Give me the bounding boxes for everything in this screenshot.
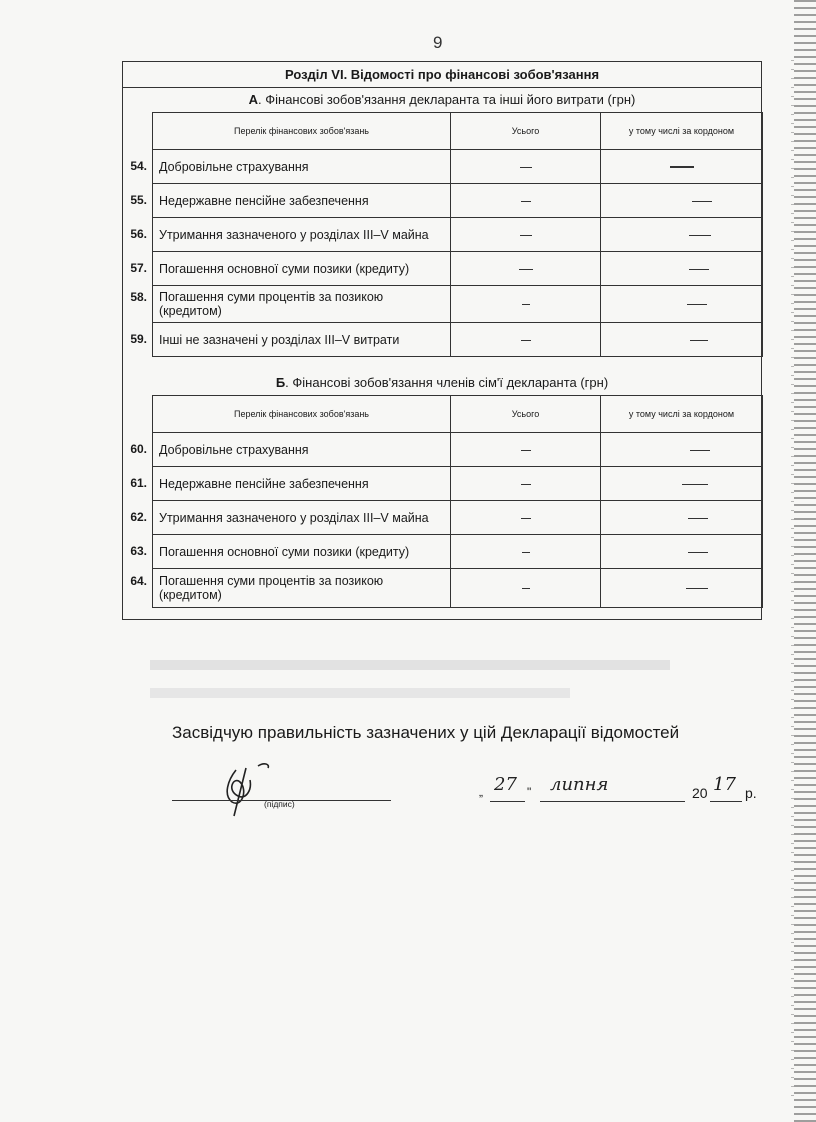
- row-label-text: Погашення суми процентів за позикою (кредитом): [159, 574, 384, 602]
- part-a-table: [130, 112, 763, 357]
- row-total: [451, 501, 601, 535]
- part-b-header-row: [153, 396, 763, 433]
- row-label: [130, 218, 451, 252]
- header-total: Усього: [451, 396, 601, 433]
- row-total: [451, 218, 601, 252]
- row-label: [130, 433, 451, 467]
- table-row: [153, 150, 763, 184]
- page-number: 9: [433, 33, 443, 52]
- date-month: липня: [550, 774, 609, 795]
- section-title: Розділ VI. Відомості про фінансові зобов'язання: [123, 62, 761, 88]
- date-year-prefix: 20: [692, 785, 708, 801]
- date-year-suffix: 17: [713, 774, 736, 795]
- part-b-table: [130, 395, 763, 608]
- row-abroad: [601, 569, 763, 608]
- date-day: 27: [494, 774, 517, 795]
- row-abroad: [601, 501, 763, 535]
- header-abroad: у тому числі за кордоном: [601, 113, 763, 150]
- date-quote-open: „: [479, 785, 483, 799]
- row-label: [130, 535, 451, 569]
- date-quote-close: ": [527, 785, 532, 799]
- row-total: [451, 286, 601, 323]
- row-number: 59.: [130, 332, 147, 346]
- row-total: [451, 433, 601, 467]
- row-abroad: [601, 433, 763, 467]
- row-total: [451, 569, 601, 608]
- row-abroad: [601, 218, 763, 252]
- part-b-title-text: . Фінансові зобов'язання членів сім'ї декларанта (грн): [285, 375, 609, 390]
- header-list: Перелік фінансових зобов'язань: [153, 396, 451, 433]
- header-total: Усього: [451, 113, 601, 150]
- row-number: 57.: [130, 261, 147, 275]
- row-label-text: Недержавне пенсійне забезпечення: [159, 476, 369, 491]
- date-month-line: [540, 801, 685, 802]
- row-label: [130, 323, 451, 357]
- row-number: 55.: [130, 193, 147, 207]
- row-total: [451, 252, 601, 286]
- header-abroad: у тому числі за кордоном: [601, 396, 763, 433]
- row-abroad: [601, 323, 763, 357]
- row-total: [451, 323, 601, 357]
- part-b-letter: Б: [275, 375, 286, 390]
- row-abroad: [601, 467, 763, 501]
- signature-caption: (підпис): [264, 799, 295, 809]
- row-total: [451, 184, 601, 218]
- row-number: 54.: [130, 159, 147, 173]
- table-row: [153, 433, 763, 467]
- row-label-text: Недержавне пенсійне забезпечення: [159, 193, 369, 208]
- date-year-line: [710, 801, 742, 802]
- table-row: [153, 535, 763, 569]
- table-row: [153, 252, 763, 286]
- row-label: [130, 501, 451, 535]
- part-a-header-row: [153, 113, 763, 150]
- date-day-line: [490, 801, 525, 802]
- signature-image: [218, 760, 298, 820]
- row-number: 58.: [130, 290, 147, 304]
- row-number: 64.: [130, 574, 147, 588]
- row-label-text: Добровільне страхування: [159, 159, 309, 174]
- row-label-text: Утримання зазначеного у розділах III–V майна: [159, 227, 429, 242]
- row-number: 61.: [130, 476, 147, 490]
- row-abroad: [601, 150, 763, 184]
- part-a-title-text: . Фінансові зобов'язання декларанта та інші його витрати (грн): [258, 92, 636, 107]
- row-abroad: [601, 252, 763, 286]
- row-number: 63.: [130, 544, 147, 558]
- row-total: [451, 535, 601, 569]
- row-label-text: Погашення основної суми позики (кредиту): [159, 544, 410, 559]
- row-total: [451, 467, 601, 501]
- row-label: [130, 286, 451, 323]
- table-row: [153, 501, 763, 535]
- scan-edge-strip: [794, 0, 816, 1122]
- row-label-text: Погашення суми процентів за позикою (кредитом): [159, 290, 384, 318]
- row-label: [130, 184, 451, 218]
- row-label: [130, 467, 451, 501]
- row-number: 60.: [130, 442, 147, 456]
- scan-edge-strip-2: [791, 60, 794, 1100]
- table-row: [153, 467, 763, 501]
- row-label: [130, 150, 451, 184]
- row-label-text: Утримання зазначеного у розділах III–V майна: [159, 510, 429, 525]
- row-label-text: Добровільне страхування: [159, 442, 309, 457]
- part-a-title: [123, 88, 761, 112]
- row-number: 62.: [130, 510, 147, 524]
- row-label-text: Інші не зазначені у розділах III–V витрати: [159, 332, 400, 347]
- row-label: [130, 569, 451, 608]
- row-total: [451, 150, 601, 184]
- header-list: Перелік фінансових зобов'язань: [153, 113, 451, 150]
- certification-statement: Засвідчую правильність зазначених у цій Декларації відомостей: [172, 723, 680, 742]
- table-row: [153, 323, 763, 357]
- row-number: 56.: [130, 227, 147, 241]
- section-vi-frame: [122, 61, 762, 620]
- table-row: [153, 218, 763, 252]
- table-row: [153, 286, 763, 323]
- row-label: [130, 252, 451, 286]
- row-abroad: [601, 286, 763, 323]
- part-a-letter: А: [248, 92, 259, 107]
- row-abroad: [601, 184, 763, 218]
- faded-bleed-through-notes: [150, 660, 710, 716]
- table-row: [153, 569, 763, 608]
- row-abroad: [601, 535, 763, 569]
- date-r-suffix: р.: [745, 785, 757, 801]
- table-row: [153, 184, 763, 218]
- part-b-title: [123, 371, 761, 395]
- row-label-text: Погашення основної суми позики (кредиту): [159, 261, 410, 276]
